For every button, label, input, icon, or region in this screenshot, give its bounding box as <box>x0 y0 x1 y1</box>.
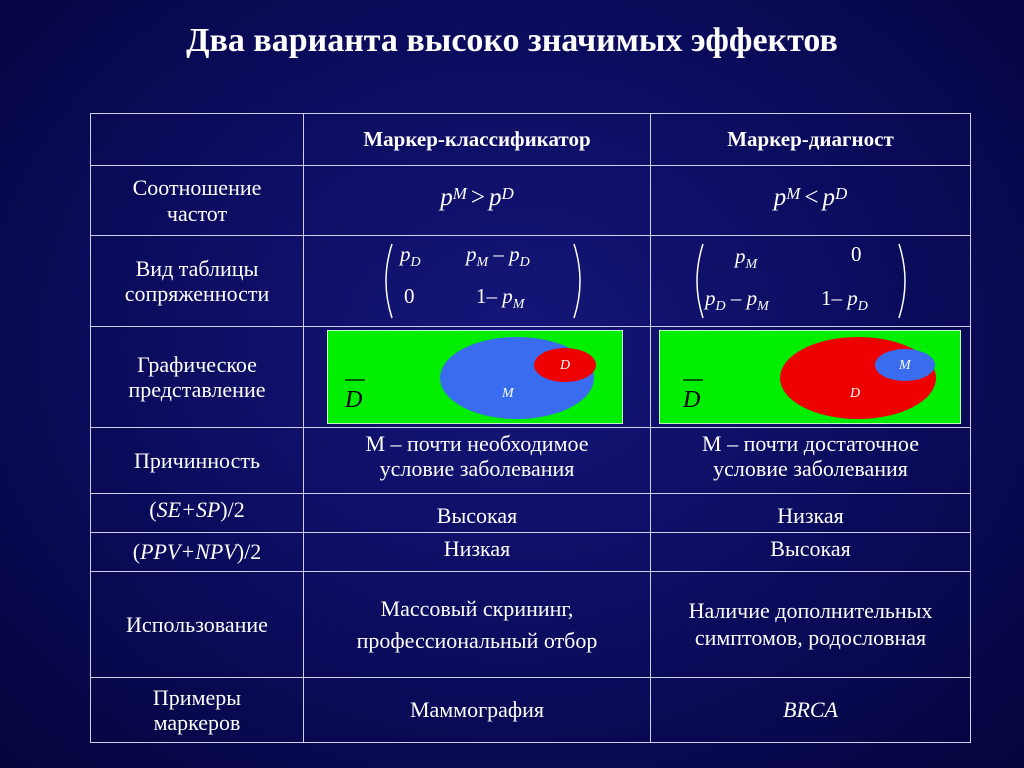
causality-classifier <box>303 427 650 493</box>
freq1-lhs-sub: M <box>452 184 467 203</box>
matrix1-c: 0 <box>404 284 415 308</box>
usage-classifier <box>303 571 650 677</box>
causality-diagnost <box>650 427 971 493</box>
row-label-frequency <box>90 165 303 235</box>
se-sp-diagnost: Низкая <box>650 493 971 532</box>
graphic-classifier <box>303 326 650 427</box>
venn2-big-label: D <box>850 386 861 401</box>
freq1-rhs-sub: D <box>501 184 514 203</box>
causality-classifier-text: М – почти необходимое условие заболевания <box>365 431 589 482</box>
se-sp-classifier: Высокая <box>303 493 650 532</box>
row-label-graphic-text: Графическое представление <box>128 351 266 402</box>
header-empty-cell <box>90 113 303 165</box>
row-label-ppv-npv <box>90 532 303 571</box>
header-diagnost: Маркер-диагност <box>650 113 971 165</box>
freq1-lhs: p <box>440 184 453 211</box>
freq2-rhs: p <box>822 184 835 211</box>
venn1-big-label: M <box>502 386 514 401</box>
venn1-small-label: D <box>560 358 571 373</box>
row-label-graphic <box>90 326 303 427</box>
examples-diagnost: BRCA <box>650 677 971 743</box>
row-label-usage: Использование <box>90 571 303 677</box>
freq1-rhs: p <box>489 184 502 211</box>
venn-diagnost <box>659 330 961 424</box>
graphic-diagnost <box>650 326 971 427</box>
usage-classifier-text: Массовый скрининг, профессиональный отбор <box>356 595 598 653</box>
contingency-diagnost <box>650 235 971 326</box>
freq1-op: > <box>470 184 485 211</box>
comparison-table <box>90 113 971 743</box>
freq2-lhs: p <box>773 184 787 211</box>
header-classifier: Маркер-классификатор <box>303 113 650 165</box>
se-sp-label: (SE+SP)/2 <box>149 497 245 522</box>
row-label-contingency-text: Вид таблицы сопряженности <box>124 255 270 306</box>
matrix1-b: $p_M - p_D$ <box>466 242 530 271</box>
row-label-examples-text: Примеры маркеров <box>152 684 242 735</box>
row-label-contingency <box>90 235 303 326</box>
row-label-examples <box>90 677 303 743</box>
contingency-classifier <box>303 235 650 326</box>
matrix-classifier <box>378 240 588 322</box>
matrix2-c: $p_D - p_M$ <box>705 286 769 315</box>
row-label-frequency-text: Соотношение частот <box>132 175 262 226</box>
matrix2-d: 1– $p_D$ <box>821 286 868 315</box>
frequency-classifier <box>303 165 650 235</box>
ppv-npv-classifier: Низкая <box>303 532 650 571</box>
matrix1-d: 1– $p_M$ <box>476 284 525 313</box>
venn-classifier <box>327 330 623 424</box>
matrix-diagnost <box>691 240 913 322</box>
examples-classifier: Маммография <box>303 677 650 743</box>
venn2-small-label: M <box>899 358 911 373</box>
freq2-op: < <box>804 184 819 211</box>
freq2-rhs-sub: D <box>835 184 848 203</box>
usage-diagnost <box>650 571 971 677</box>
venn1-outer-label: D <box>345 387 363 413</box>
row-label-causality: Причинность <box>90 427 303 493</box>
matrix2-a: $p_M$ <box>735 244 758 273</box>
matrix2-b: 0 <box>851 242 862 266</box>
causality-diagnost-text: М – почти достаточное условие заболевания <box>702 431 919 482</box>
matrix1-a: $p_D$ <box>400 242 421 271</box>
venn2-outer-label: D <box>683 387 701 413</box>
row-label-se-sp <box>90 493 303 532</box>
page-title: Два варианта высоко значимых эффектов <box>186 22 838 59</box>
ppv-npv-label: (PPV+NPV)/2 <box>132 539 262 565</box>
freq2-lhs-sub: M <box>786 184 801 203</box>
usage-diagnost-text: Наличие дополнительных симптомов, родословная <box>688 598 933 650</box>
ppv-npv-diagnost: Высокая <box>650 532 971 571</box>
frequency-diagnost <box>650 165 971 235</box>
